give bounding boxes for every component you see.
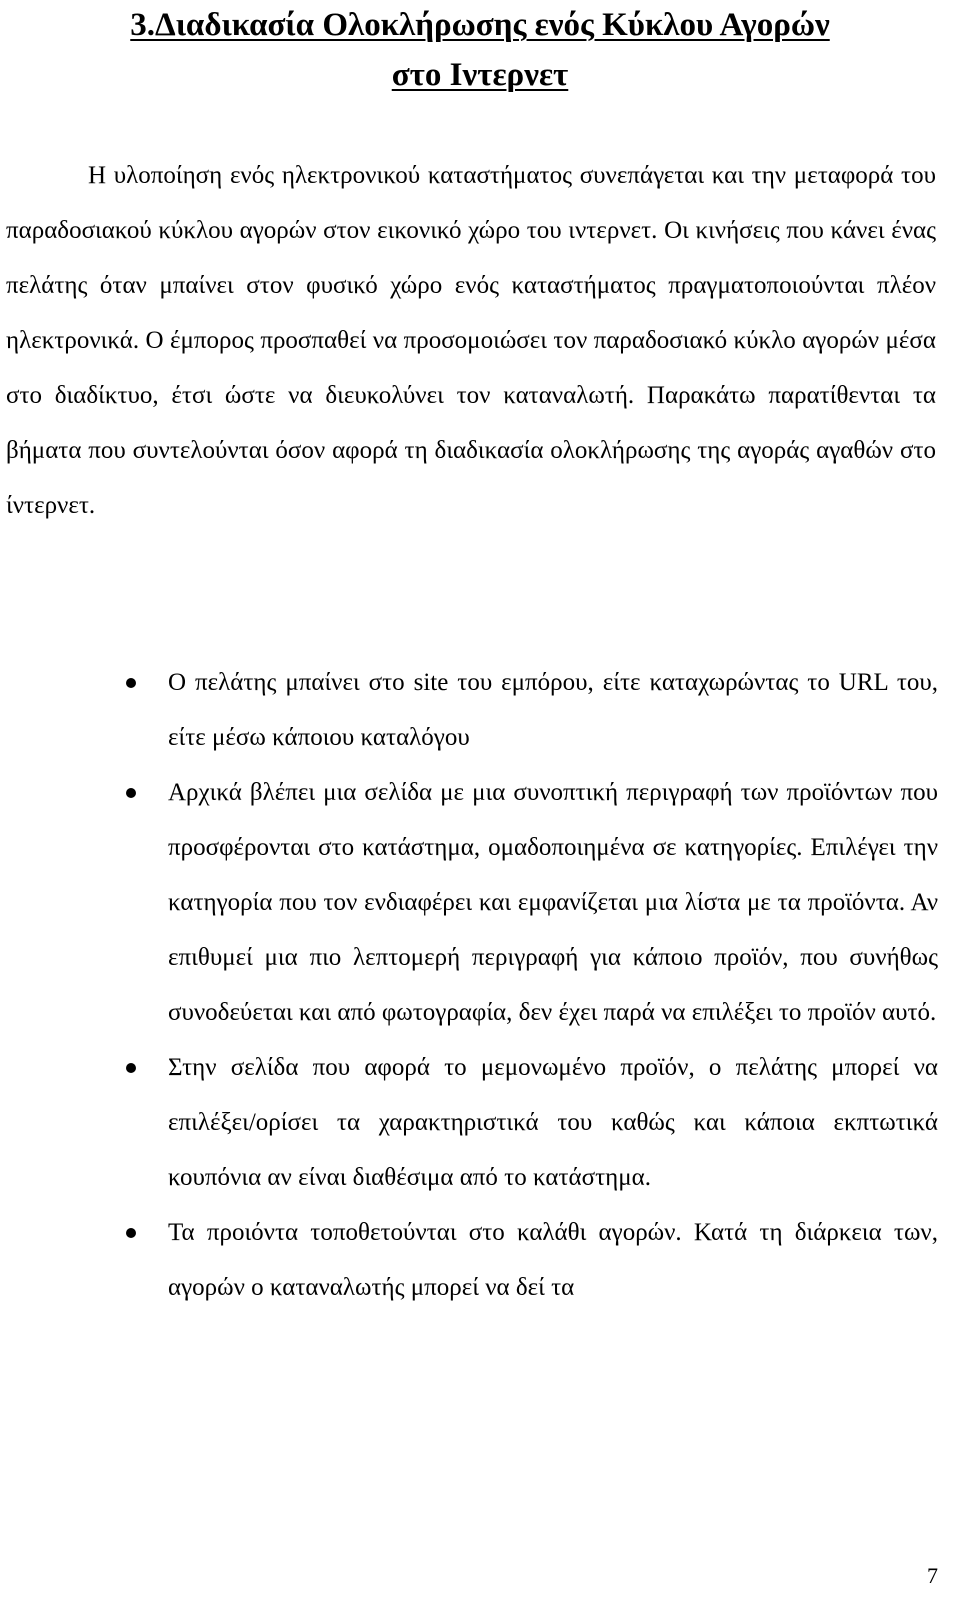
list-item — [168, 655, 938, 765]
steps-list — [0, 655, 960, 1315]
list-item — [168, 1205, 938, 1315]
bullet-icon — [126, 678, 136, 688]
bullet-icon — [126, 788, 136, 798]
section-heading-line-1: 3.Διαδικασία Ολοκλήρωσης ενός Κύκλου Αγορών — [130, 7, 830, 43]
list-item — [168, 1040, 938, 1205]
bullet-icon — [126, 1063, 136, 1073]
list-item — [168, 765, 938, 1040]
list-item-text: Τα προιόντα τοποθετούνται στο καλάθι αγορών. Κατά τη διάρκεια των, αγορών ο καταναλωτής μπορεί να δεί τα — [168, 1219, 938, 1301]
page-number: 7 — [927, 1563, 938, 1588]
intro-paragraph: Η υλοποίηση ενός ηλεκτρονικού καταστήματος συνεπάγεται και την μεταφορά του παραδοσιακού κύκλου αγορών στον εικονικό χώρο του ιντερνετ. Οι κινήσεις που κάνει ένας πελάτης όταν μπαίνει στον φυσικό χώρο ενός καταστήματος πραγματοποιούνται πλέον ηλεκτρονικά. Ο έμπορος προσπαθεί να προσομοιώσει τον παραδοσιακό κύκλο αγορών μέσα στο διαδίκτυο, έτσι ώστε να διευκολύνει τον καταναλωτή. Παρακάτω παρατίθενται τα βήματα που συντελούνται όσον αφορά τη διαδικασία ολοκλήρωσης της αγοράς αγαθών στο ίντερνετ. — [6, 162, 936, 519]
list-item-text: Ο πελάτης μπαίνει στο site του εμπόρου, είτε καταχωρώντας το URL του, είτε μέσω κάποιου καταλόγου — [168, 669, 938, 751]
bullet-icon — [126, 1228, 136, 1238]
list-item-text: Στην σελίδα που αφορά το μεμονωμένο προϊόν, ο πελάτης μπορεί να επιλέξει/ορίσει τα χαρακτηριστικά του καθώς και κάποια εκπτωτικά κουπόνια αν είναι διαθέσιμα από το κατάστημα. — [168, 1054, 938, 1191]
section-heading-line-2: στο Ιντερνετ — [391, 57, 569, 93]
section-heading — [0, 0, 960, 100]
list-item-text: Αρχικά βλέπει μια σελίδα με μια συνοπτική περιγραφή των προϊόντων που προσφέρονται στο κατάστημα, ομαδοποιημένα σε κατηγορίες. Επιλέγει την κατηγορία που τον ενδιαφέρει και εμφανίζεται μια λίστα με τα προϊόντα. Αν επιθυμεί μια πιο λεπτομερή περιγραφή για κάποιο προϊόν, που συνήθως συνοδεύεται και από φωτογραφία, δεν έχει παρά να επιλέξει το προϊόν αυτό. — [168, 779, 938, 1026]
